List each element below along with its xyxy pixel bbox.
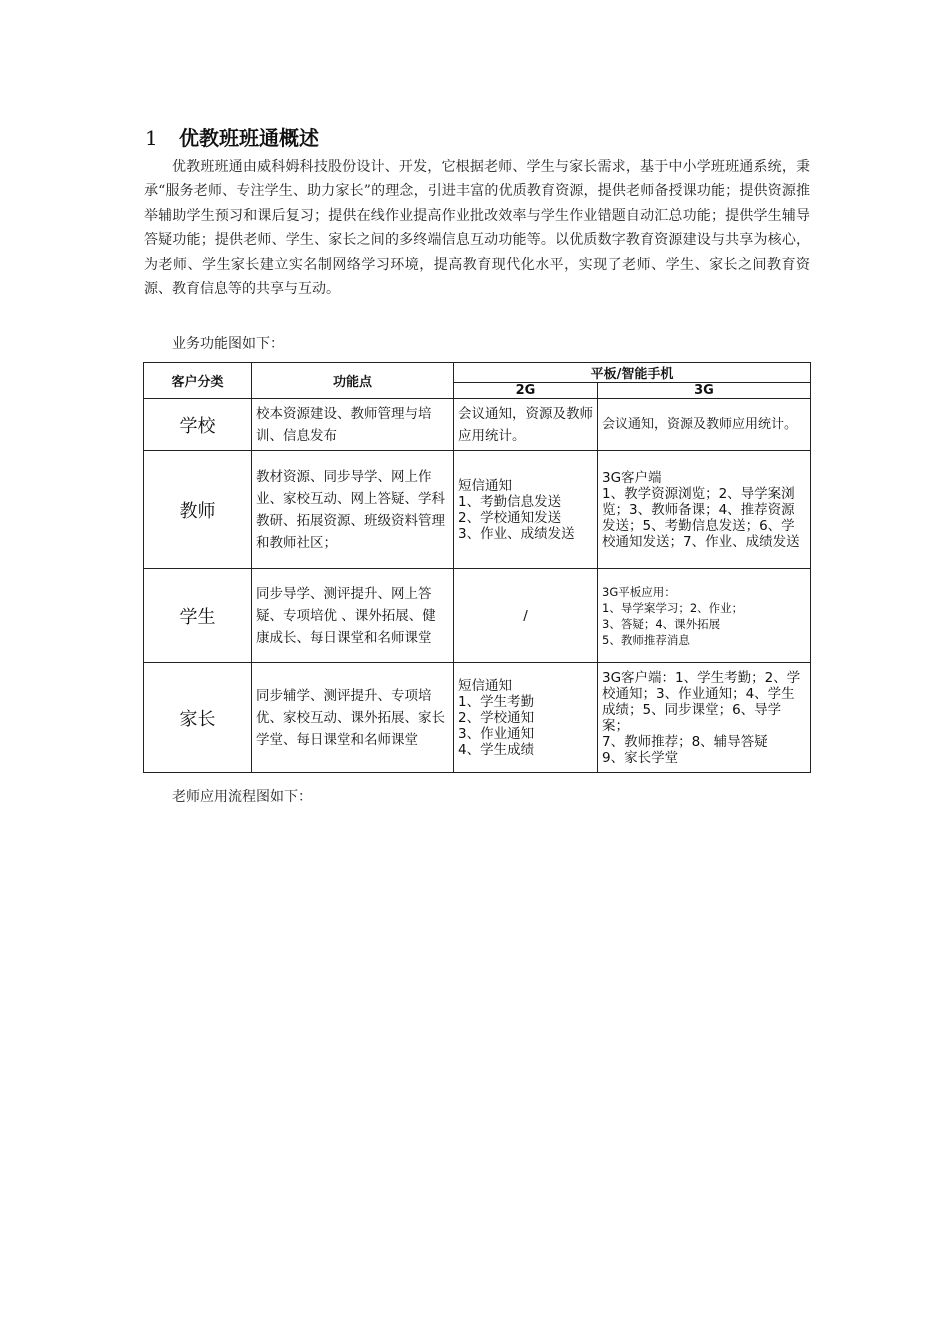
2g-cell [454, 663, 598, 773]
cell-line: 4、学生成绩 [458, 741, 535, 758]
cell-line: 1、学生考勤 [458, 693, 535, 710]
3g-cell [598, 451, 811, 569]
2g-cell [454, 399, 598, 451]
3g-cell [598, 399, 811, 451]
cell-line: 7、教师推荐；8、辅导答疑 [602, 733, 768, 750]
features-cell: 教材资源、同步导学、网上作业、家校互动、网上答疑、学科教研、拓展资源、班级资料管理和教师社区； [252, 451, 454, 569]
category-cell: 教师 [144, 451, 252, 569]
2g-cell [454, 451, 598, 569]
cell-line: 3、答疑；4、课外拓展 [602, 616, 721, 631]
cell-line: 5、教师推荐消息 [602, 632, 690, 647]
category-cell: 学生 [144, 569, 252, 663]
table-caption: 业务功能图如下： [172, 336, 284, 352]
features-cell: 同步导学、测评提升、网上答疑、专项培优 、课外拓展、健康成长、每日课堂和名师课堂 [252, 569, 454, 663]
section-title: 优教班班通概述 [179, 126, 319, 150]
table-row [144, 451, 811, 569]
header-2g: 2G [454, 383, 598, 399]
features-cell: 同步辅学、测评提升、专项培优、家校互动、课外拓展、家长学堂、每日课堂和名师课堂 [252, 663, 454, 773]
cell-line: 会议通知，资源及教师应用统计。 [458, 405, 593, 444]
cell-line: 9、家长学堂 [602, 749, 679, 766]
flow-caption: 老师应用流程图如下： [172, 789, 312, 805]
cell-line: 1、教学资源浏览；2、导学案浏览；3、教师备课；4、推荐资源发送；5、考勤信息发送；6、学校通知发送；7、作业、成绩发送 [602, 485, 800, 550]
table-row [144, 663, 811, 773]
intro-paragraph: 优教班班通由威科姆科技股份设计、开发，它根据老师、学生与家长需求，基于中小学班班通系统，秉承“服务老师、专注学生、助力家长”的理念，引进丰富的优质教育资源，提供老师备授课功能；提供资源推举辅助学生预习和课后复习；提供在线作业提高作业批改效率与学生作业错题自动汇总功能；提供学生辅导答疑功能；提供老师、学生、家长之间的多终端信息互动功能等。以优质数字教育资源建设与共享为核心，为老师、学生家长建立实名制网络学习环境，提高教育现代化水平，实现了老师、学生、家长之间教育资源、教育信息等的共享与互动。 [144, 159, 810, 298]
cell-line: 3G客户端：1、学生考勤；2、学校通知；3、作业通知；4、学生成绩；5、同步课堂；6、导学案； [602, 669, 801, 734]
cell-line: 2、学校通知 [458, 709, 535, 726]
category-cell: 学校 [144, 399, 252, 451]
header-3g: 3G [598, 383, 811, 399]
cell-line: 短信通知 [458, 677, 512, 694]
table-row [144, 569, 811, 663]
cell-line: 1、考勤信息发送 [458, 493, 562, 510]
header-category: 客户分类 [144, 363, 252, 399]
section-number: 1 [145, 126, 158, 150]
category-cell: 家长 [144, 663, 252, 773]
cell-line: 1、导学案学习；2、作业； [602, 600, 744, 615]
3g-cell [598, 569, 811, 663]
3g-cell [598, 663, 811, 773]
header-device: 平板/智能手机 [454, 363, 811, 383]
cell-line: 会议通知，资源及教师应用统计。 [602, 416, 798, 432]
features-cell: 校本资源建设、教师管理与培训、信息发布 [252, 399, 454, 451]
cell-line: 短信通知 [458, 477, 512, 494]
cell-line: 3、作业通知 [458, 725, 535, 742]
cell-line: 3G平板应用： [602, 584, 676, 599]
section-heading [145, 122, 319, 151]
cell-line: 3、作业、成绩发送 [458, 525, 575, 542]
business-function-table [143, 362, 811, 773]
cell-line: / [523, 607, 528, 624]
2g-cell [454, 569, 598, 663]
header-features: 功能点 [252, 363, 454, 399]
table-row [144, 399, 811, 451]
cell-line: 2、学校通知发送 [458, 509, 562, 526]
cell-line: 3G客户端 [602, 469, 662, 486]
